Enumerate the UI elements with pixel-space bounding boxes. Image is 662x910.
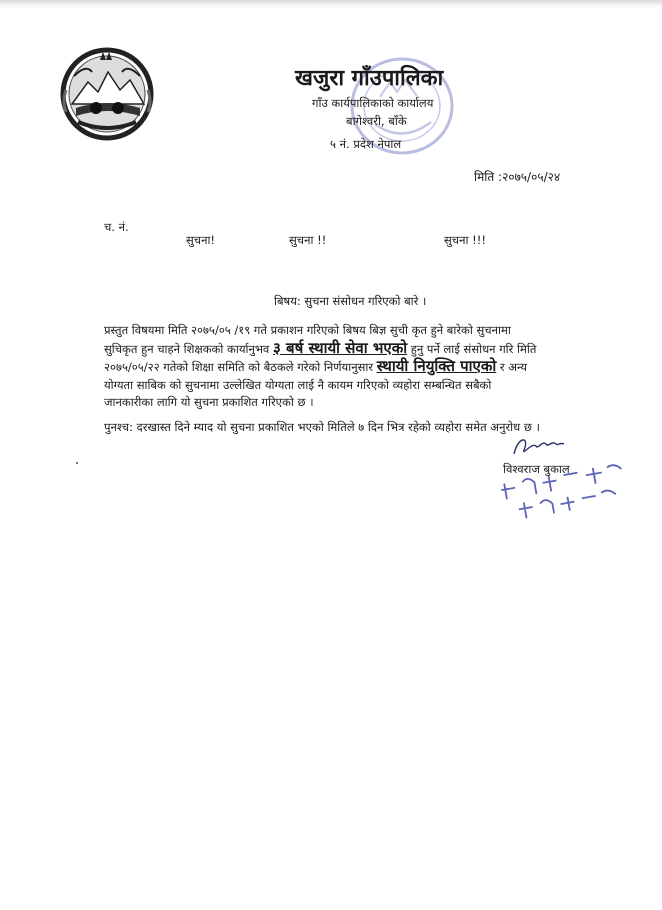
letter-date: मिति :२०७५/०५/२४ [474,170,561,184]
signatory-name: विश्वराज बुकाल [503,462,570,476]
body-text: सुचिकृत हुन चाहने शिक्षकको कार्यानुभव [104,341,273,356]
notice-heading-3: सुचना !!! [444,233,486,247]
scan-speck [76,462,78,464]
highlight-text: ३ बर्ष स्थायी सेवा भएको [272,338,408,357]
organization-name: खजुरा गाँउपालिका [295,66,444,91]
body-line: जानकारीका लागि यो सुचना प्रकाशित गरिएको छ । [104,395,314,409]
body-text: र अन्य [496,360,528,374]
body-text: हुनु पर्ने लाई संसोधन गरि मिति [407,341,537,356]
designation-stamp [495,445,635,520]
scan-top-edge [0,0,662,8]
body-line: प्रस्तुत विषयमा मिति २०७५/०५ /१९ गते प्रकाशन गरिएको बिषय बिज्ञ सुची कृत हुने बारेको सुचनामा [104,323,511,337]
letter-subject: बिषय: सुचना संसोधन गरिएको बारे । [274,294,427,308]
notice-heading-2: सुचना !! [289,233,327,247]
office-location: बागेश्वरी, बाँके [346,114,407,128]
reference-number: च. नं. [104,220,129,234]
office-name: गाँउ कार्यपालिकाको कार्यालय [312,96,434,110]
body-text: २०७५/०५/२२ गतेको शिक्षा समिति को बैठकले गरेको निर्णयानुसार [104,360,377,374]
notice-heading-1: सुचना! [186,233,216,247]
nepal-emblem-icon [56,42,158,142]
highlight-text: स्थायी नियुक्ति पाएको [376,357,497,375]
body-line: योग्यता साबिक को सुचनामा उल्लेखित योग्यता लाई नै कायम गरिएको व्यहोरा सम्बन्धित सबैको [104,377,492,392]
body-line [104,340,604,359]
postscript: पुनश्च: दरखास्त दिने म्याद यो सुचना प्रकाशित भएको मितिले ७ दिन भित्र रहेको व्यहोरा समेत अनुरोध छ । [104,420,540,434]
province-name: ५ नं. प्रदेश नेपाल [330,137,402,151]
letter-body [104,322,604,412]
body-line [104,358,604,377]
